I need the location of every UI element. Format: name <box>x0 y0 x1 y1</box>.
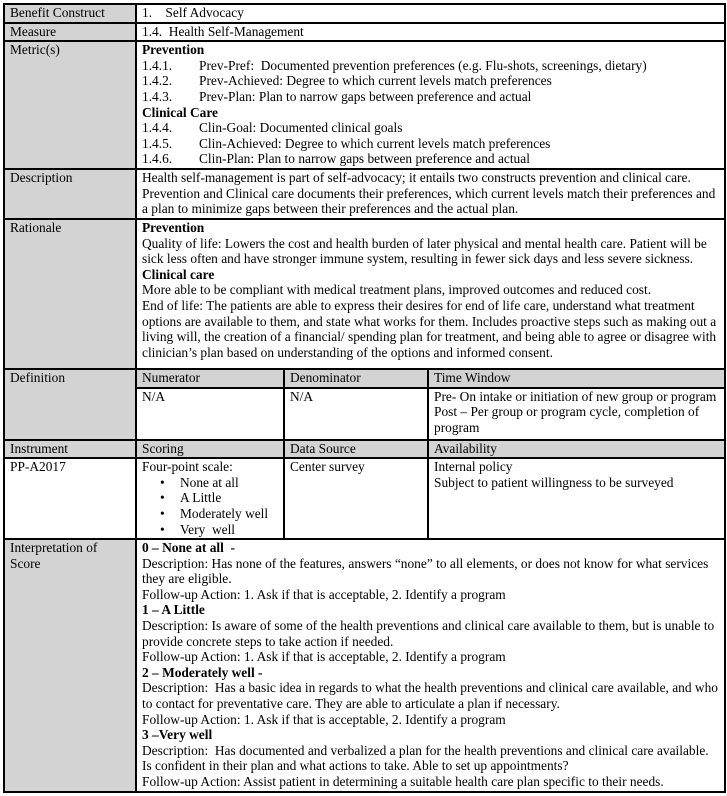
list-item <box>142 475 277 491</box>
metrics-label: Metric(s) <box>4 41 136 169</box>
time-window-pre: Pre- On intake or initiation of new group or program <box>434 388 717 404</box>
denominator-value: N/A <box>284 388 428 440</box>
score-level-heading: 3 –Very well <box>142 727 213 743</box>
table-row <box>4 169 725 219</box>
interpretation-cell <box>136 539 725 792</box>
table-row <box>4 219 725 369</box>
bullet-icon: • <box>160 505 165 521</box>
instrument-name: PP-A2017 <box>4 458 136 539</box>
metric-number: 1.4.5. <box>142 135 173 151</box>
bullet-icon: • <box>160 490 165 506</box>
metric-item <box>142 151 718 167</box>
scoring-cell <box>136 458 284 539</box>
rationale-heading: Prevention <box>142 219 205 235</box>
table-row <box>4 440 725 459</box>
availability-cell <box>428 458 725 539</box>
list-item <box>142 522 277 538</box>
rationale-label: Rationale <box>4 219 136 369</box>
score-level-followup: Follow-up Action: 1. Ask if that is acceptable, 2. Identify a program <box>142 649 506 665</box>
rationale-paragraph: End of life: The patients are able to express their desires for end of life care, understand what treatment options are available to them, and state what works for them. Includes proactive steps such as making out a living will, the creation of a financial/ spending plan for treatment, and being able to agree or disagree with clinician’s plan based on understanding of the options and informed consent. <box>142 297 720 360</box>
data-source-header: Data Source <box>284 440 428 459</box>
measure-value: 1.4. Health Self-Management <box>136 23 725 42</box>
definition-label: Definition <box>4 369 136 440</box>
rationale-paragraph: Quality of life: Lowers the cost and health burden of later physical and mental health care. Patient will be sick less often and have stronger immune system, resulting in fewer sick days and less severe sickness. <box>142 235 711 267</box>
score-level-heading: 0 – None at all - <box>142 540 235 556</box>
metric-text: Prev-Plan: Plan to narrow gaps between preference and actual <box>199 88 532 104</box>
bullet-icon: • <box>160 521 165 537</box>
scoring-header: Scoring <box>136 440 284 459</box>
data-source-value: Center survey <box>284 458 428 539</box>
measure-label: Measure <box>4 23 136 42</box>
metric-item <box>142 89 718 105</box>
metric-item <box>142 73 718 89</box>
description-text: Health self-management is part of self-advocacy; it entails two constructs prevention and clinical care. Prevention and Clinical care documents their preferences, which current levels match their preferences and a plan to minimize gaps between their preferences and the actual plan. <box>136 169 725 219</box>
table-row <box>4 539 725 792</box>
scoring-intro: Four-point scale: <box>142 459 233 475</box>
metric-number: 1.4.4. <box>142 120 173 136</box>
description-label: Description <box>4 169 136 219</box>
score-level-followup: Follow-up Action: Assist patient in determining a suitable health care plan specific to their needs. <box>142 774 664 789</box>
time-window-header: Time Window <box>428 369 725 388</box>
score-level-description: Description: Has none of the features, answers “none” to all elements, or does not know for what services they are eligible. <box>142 555 712 587</box>
score-level-description: Description: Has a basic idea in regards to what the health preventions and clinical care available, and who to contact for preventative care. They are able to articulate a plan if necessary. <box>142 680 722 712</box>
metric-text: Prev-Achieved: Degree to which current levels match preferences <box>199 73 552 89</box>
metrics-cell <box>136 41 725 169</box>
availability-header: Availability <box>428 440 725 459</box>
metric-number: 1.4.1. <box>142 57 173 73</box>
list-item <box>142 490 277 506</box>
score-level-heading: 1 – A Little <box>142 602 205 618</box>
interpretation-label: Interpretation of Score <box>4 539 136 792</box>
metrics-group-heading: Clinical Care <box>142 104 218 120</box>
metric-number: 1.4.3. <box>142 88 173 104</box>
score-level-followup: Follow-up Action: 1. Ask if that is acceptable, 2. Identify a program <box>142 711 506 727</box>
metric-item <box>142 136 718 152</box>
scoring-option: A Little <box>180 490 222 506</box>
time-window-post: Post – Per group or program cycle, completion of program <box>434 404 703 435</box>
metric-text: Clin-Plan: Plan to narrow gaps between preference and actual <box>199 151 530 167</box>
numerator-header: Numerator <box>136 369 284 388</box>
metric-text: Prev-Pref: Documented prevention preferences (e.g. Flu-shots, screenings, dietary) <box>199 57 647 73</box>
rationale-heading: Clinical care <box>142 266 215 282</box>
availability-line: Internal policy <box>434 459 513 475</box>
metrics-group-heading: Prevention <box>142 42 205 58</box>
metric-number: 1.4.6. <box>142 151 173 167</box>
table-row <box>4 23 725 42</box>
rationale-cell <box>136 219 725 369</box>
benefit-construct-value: 1. Self Advocacy <box>136 4 725 23</box>
benefit-measure-table <box>3 3 726 793</box>
table-row <box>4 458 725 539</box>
scoring-option: Moderately well <box>180 505 269 521</box>
metric-number: 1.4.2. <box>142 73 173 89</box>
denominator-header: Denominator <box>284 369 428 388</box>
table-row <box>4 41 725 169</box>
score-level-description: Description: Has documented and verbalized a plan for the health preventions and clinical care available. Is confident in their plan and what actions to take. Able to set up appointments? <box>142 742 712 774</box>
table-row <box>4 4 725 23</box>
table-row <box>4 369 725 388</box>
metric-item <box>142 120 718 136</box>
scoring-option: Very well <box>180 521 236 537</box>
metric-text: Clin-Goal: Documented clinical goals <box>199 120 403 136</box>
scoring-option: None at all <box>180 474 239 490</box>
rationale-paragraph: More able to be compliant with medical treatment plans, improved outcomes and reduced cost. <box>142 282 652 298</box>
numerator-value: N/A <box>136 388 284 440</box>
score-level-heading: 2 – Moderately well - <box>142 664 263 680</box>
benefit-construct-label: Benefit Construct <box>4 4 136 23</box>
score-level-description: Description: Is aware of some of the health preventions and clinical care available to them, but is unable to provide concrete steps to take action if needed. <box>142 618 718 649</box>
time-window-value <box>428 388 725 440</box>
score-level-followup: Follow-up Action: 1. Ask if that is acceptable, 2. Identify a program <box>142 586 506 602</box>
instrument-label: Instrument <box>4 440 136 459</box>
list-item <box>142 506 277 522</box>
bullet-icon: • <box>160 474 165 490</box>
metric-text: Clin-Achieved: Degree to which current levels match preferences <box>199 135 551 151</box>
metric-item <box>142 58 718 74</box>
availability-line: Subject to patient willingness to be surveyed <box>434 474 674 490</box>
